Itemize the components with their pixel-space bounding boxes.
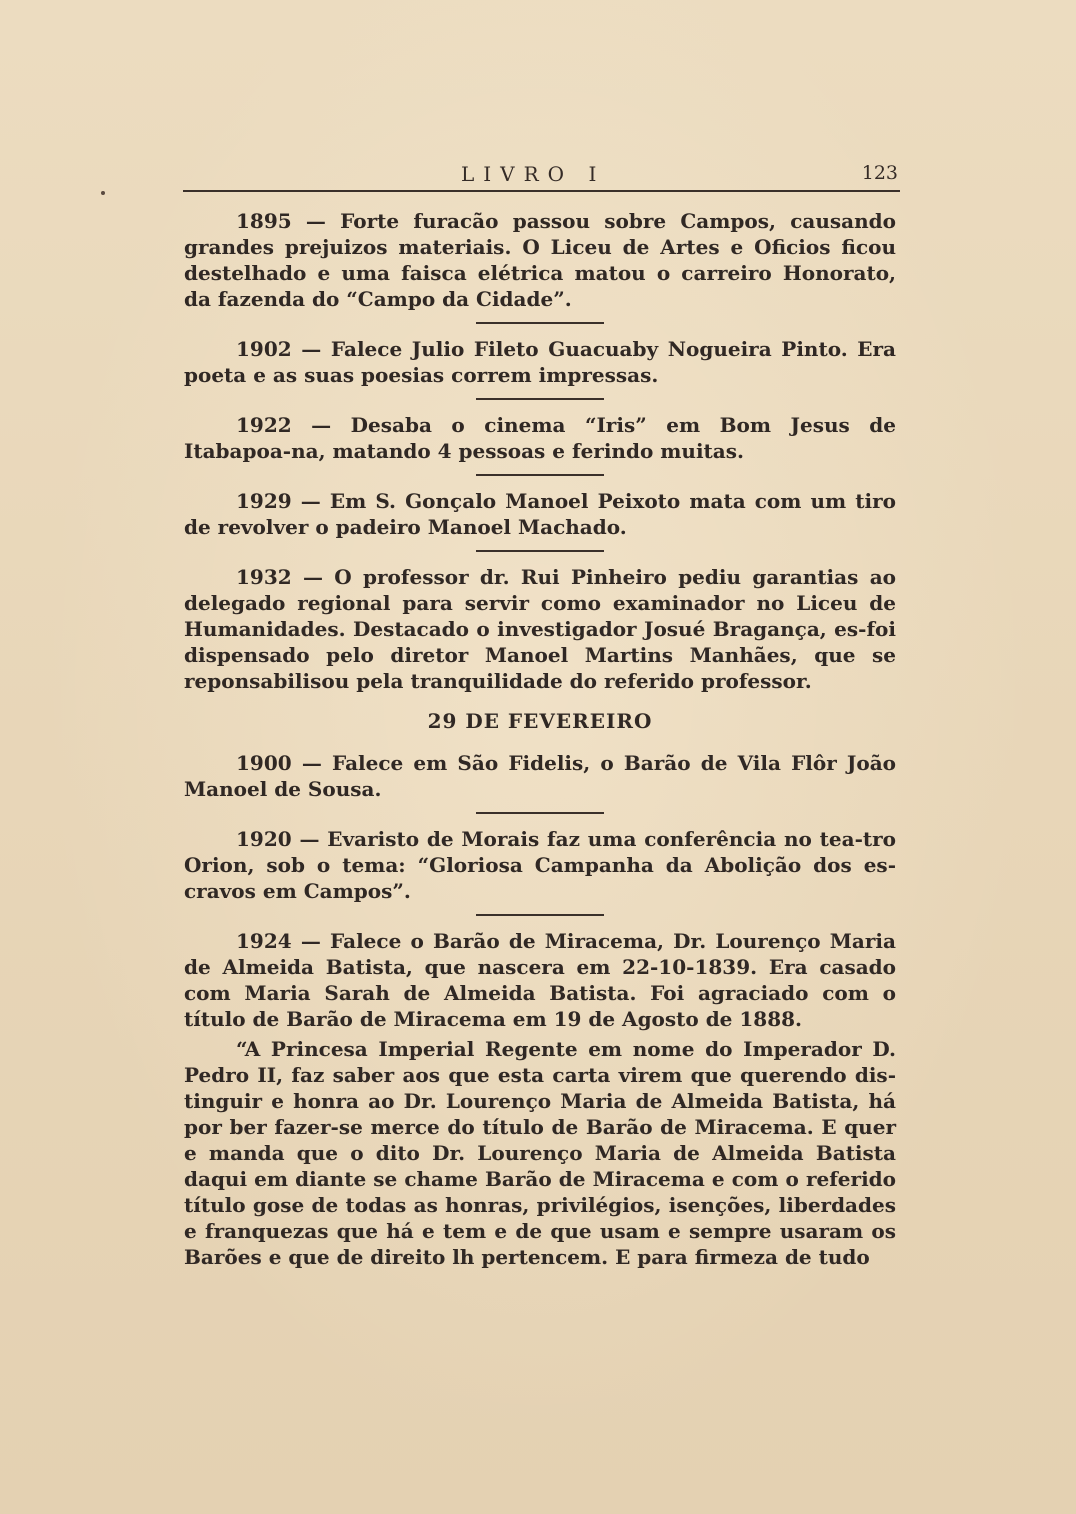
charter-quote: “A Princesa Imperial Regente em nome do Imperador D. Pedro II, faz saber aos que esta carta virem que querendo dis-tinguir e honra ao Dr. Lourenço Maria de Almeida Batista, há por ber fazer-se merce do título de Barão de Miracema. E quer e manda que o dito Dr. Lourenço Maria de Almeida Batista daqui em diante se chame Barão de Miracema e com o referido título gose de todas as honras, privilégios, isenções, liberdades e franquezas que há e tem e de que usam e sempre usaram os Barões e que de direito lh pertencem. E para firmeza de tudo bbox=[184, 1037, 896, 1269]
section-divider bbox=[476, 322, 604, 324]
entry-1932: 1932 — O professor dr. Rui Pinheiro pediu garantias ao delegado regional para servir como examinador no Liceu de Humanidades. Destacado o investigador Josué Bragança, es-foi dispensado pelo diretor Manoel Martins Manhães, que se reponsabilisou pela tranquilidade do referido professor. bbox=[184, 565, 896, 693]
entry-1895: 1895 — Forte furacão passou sobre Campos, causando grandes prejuizos materiais. O Liceu de Artes e Oficios ficou destelhado e uma faisca elétrica matou o carreiro Honorato, da fazenda do “Campo da Cidade”. bbox=[184, 209, 896, 311]
page-header bbox=[183, 160, 900, 192]
section-divider bbox=[476, 550, 604, 552]
running-title: LIVRO I bbox=[461, 162, 606, 186]
entry-1902: 1902 — Falece Julio Fileto Guacuaby Nogueira Pinto. Era poeta e as suas poesias correm impressas. bbox=[184, 337, 896, 387]
section-heading-date: 29 DE FEVEREIRO bbox=[427, 709, 653, 733]
section-divider bbox=[476, 914, 604, 916]
entry-1922: 1922 — Desaba o cinema “Iris” em Bom Jesus de Itabapoa-na, matando 4 pessoas e ferindo muitas. bbox=[184, 413, 896, 463]
page-content bbox=[184, 208, 896, 1270]
section-divider bbox=[476, 398, 604, 400]
section-divider bbox=[476, 474, 604, 476]
entry-1900: 1900 — Falece em São Fidelis, o Barão de Vila Flôr João Manoel de Sousa. bbox=[184, 751, 896, 801]
margin-speck bbox=[101, 191, 105, 195]
page-number: 123 bbox=[861, 162, 898, 184]
entry-1920: 1920 — Evaristo de Morais faz uma conferência no tea-tro Orion, sob o tema: “Gloriosa Campanha da Abolição dos es-cravos em Campos”. bbox=[184, 827, 896, 903]
entry-1924: 1924 — Falece o Barão de Miracema, Dr. Lourenço Maria de Almeida Batista, que nascera em 22-10-1839. Era casado com Maria Sarah de Almeida Batista. Foi agraciado com o título de Barão de Miracema em 19 de Agosto de 1888. bbox=[184, 929, 896, 1031]
section-divider bbox=[476, 812, 604, 814]
entry-1929: 1929 — Em S. Gonçalo Manoel Peixoto mata com um tiro de revolver o padeiro Manoel Machado. bbox=[184, 489, 896, 539]
